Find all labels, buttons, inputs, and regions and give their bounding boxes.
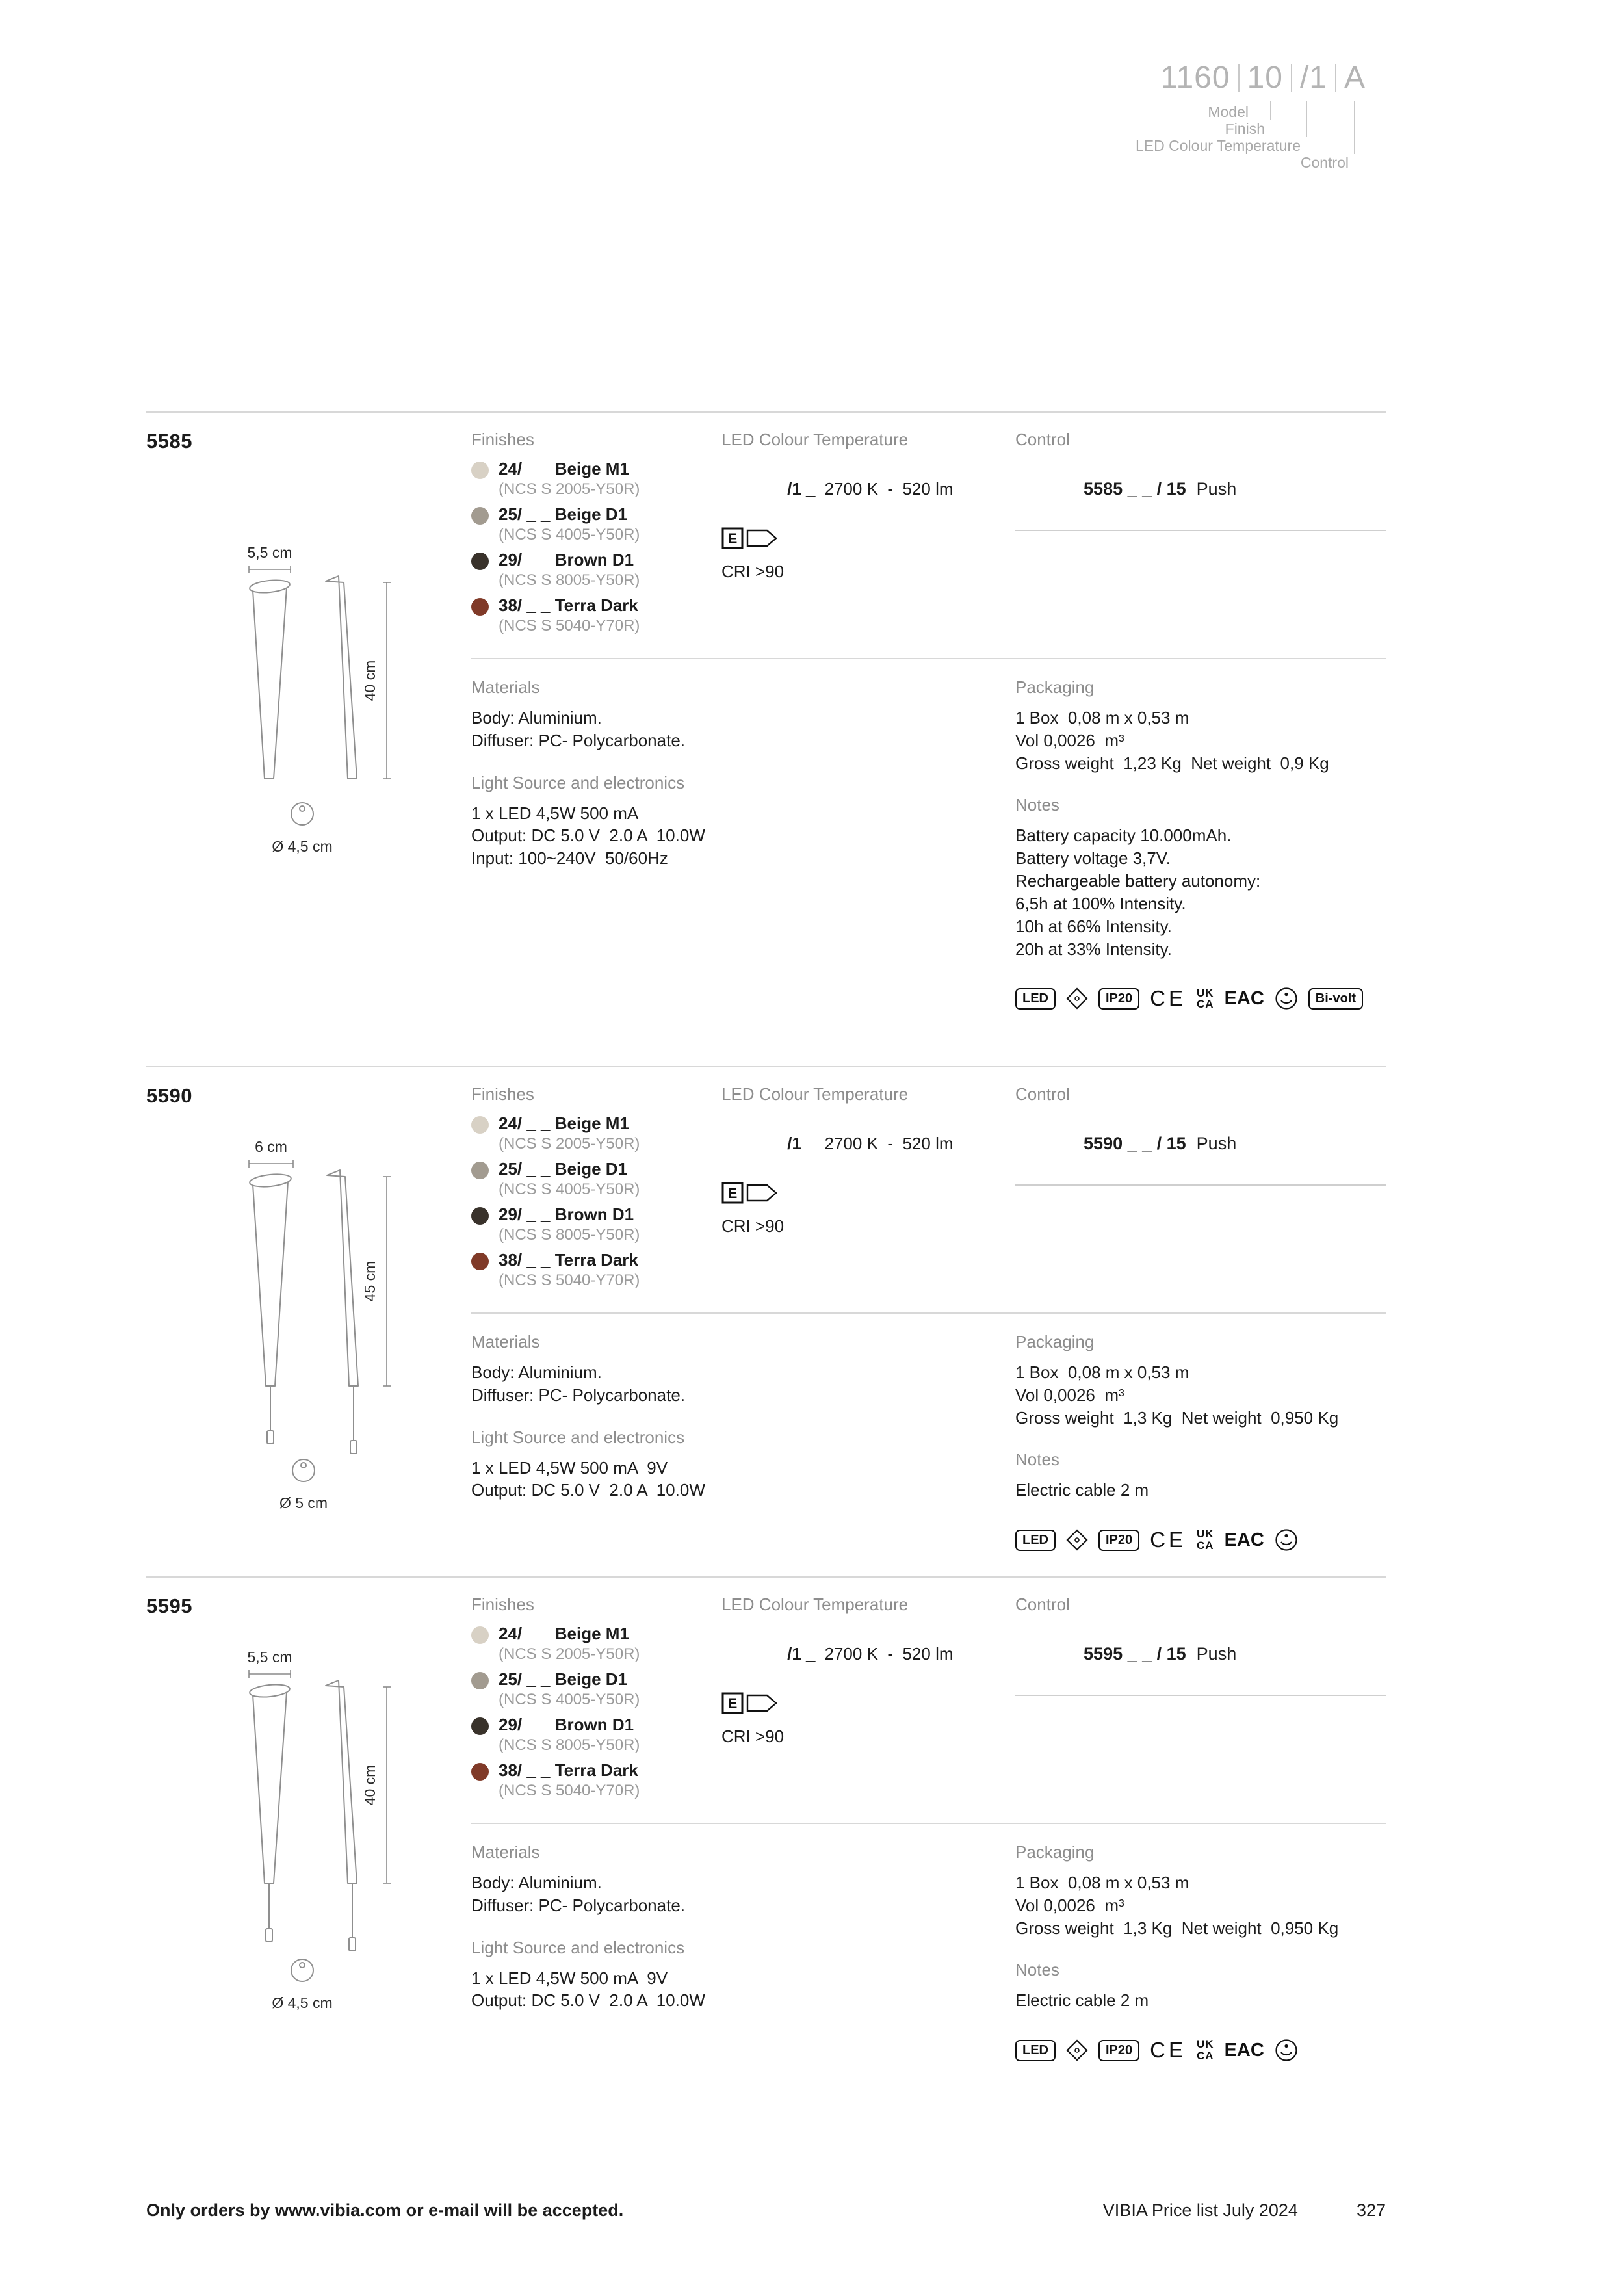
footer-order-note: Only orders by www.vibia.com or e-mail will be accepted.: [146, 2200, 624, 2220]
finish-option: [471, 1205, 721, 1244]
height-dimension-label: 40 cm: [361, 660, 378, 701]
finish-option: [471, 1250, 721, 1290]
ukca-mark: UK CA: [1197, 986, 1214, 1011]
control-spec: [1015, 459, 1386, 519]
finishes-header: Finishes: [471, 430, 534, 449]
notes-header: Notes: [1015, 795, 1059, 815]
led-code: /1 _: [787, 479, 816, 499]
finish-label: 24/ _ _ Beige M1: [499, 1114, 629, 1133]
light-source-header: Light Source and electronics: [471, 1937, 685, 1957]
control-type: Push: [1196, 479, 1237, 499]
finish-ncs-code: (NCS S 4005-Y50R): [499, 526, 640, 543]
product-number: 5595: [146, 1595, 192, 1617]
diameter-dimension-label: Ø 4,5 cm: [272, 838, 333, 855]
materials-line: Body: Aluminium.: [471, 1873, 602, 1892]
finish-ncs-code: (NCS S 5040-Y70R): [499, 1782, 640, 1799]
finish-swatch: [471, 507, 489, 525]
materials-line: Diffuser: PC- Polycarbonate.: [471, 730, 685, 750]
diamond-icon: [1066, 987, 1088, 1010]
certification-badges: [1015, 1528, 1386, 1552]
control-spec: [1015, 1114, 1386, 1174]
packaging-header: Packaging: [1015, 1842, 1095, 1862]
materials-line: Body: Aluminium.: [471, 708, 602, 727]
finishes-header: Finishes: [471, 1084, 534, 1104]
finish-ncs-code: (NCS S 5040-Y70R): [499, 1272, 640, 1289]
finish-option: [471, 504, 721, 544]
finish-option: [471, 550, 721, 590]
control-underline: [1015, 1695, 1386, 1696]
width-dimension-label: 6 cm: [255, 1138, 287, 1155]
finish-label: 29/ _ _ Brown D1: [499, 1205, 634, 1224]
notes-line: Battery capacity 10.000mAh.: [1015, 826, 1232, 846]
model-code-finish: 10: [1247, 60, 1283, 95]
packaging-line: 1 Box 0,08 m x 0,53 m: [1015, 1363, 1189, 1382]
diameter-dimension-label: Ø 4,5 cm: [272, 1994, 333, 2011]
cri-value: CRI >90: [721, 562, 785, 581]
notes-line: 6,5h at 100% Intensity.: [1015, 893, 1186, 913]
ce-mark: CE: [1150, 1528, 1186, 1552]
finish-option: [471, 595, 721, 635]
finish-ncs-code: (NCS S 4005-Y50R): [499, 1691, 640, 1708]
control-header: Control: [1015, 430, 1070, 449]
control-spec: [1015, 1624, 1386, 1684]
model-code-control: A: [1344, 60, 1366, 95]
finish-swatch: [471, 1162, 489, 1179]
finish-swatch: [471, 1672, 489, 1689]
label-led-colour-temperature: LED Colour Temperature: [1136, 137, 1301, 154]
led-colour-temperature-block: [721, 1084, 1015, 1296]
led-value: 2700 K - 520 lm: [824, 1134, 954, 1153]
eac-mark: EAC: [1224, 1529, 1264, 1550]
finish-label: 25/ _ _ Beige D1: [499, 504, 627, 524]
finish-option: [471, 1669, 721, 1709]
eac-mark: EAC: [1224, 2039, 1264, 2061]
eac-mark: EAC: [1224, 987, 1264, 1009]
packaging-line: Gross weight 1,3 Kg Net weight 0,950 Kg: [1015, 1407, 1339, 1428]
triman-icon: [1275, 987, 1298, 1010]
energy-class-letter: E: [727, 1185, 738, 1201]
control-underline: [1015, 1184, 1386, 1186]
packaging-line: 1 Box 0,08 m x 0,53 m: [1015, 1873, 1189, 1892]
materials-header: Materials: [471, 677, 540, 697]
energy-class-letter: E: [727, 1695, 738, 1712]
cri-value: CRI >90: [721, 1727, 785, 1746]
finish-swatch: [471, 553, 489, 570]
notes-header: Notes: [1015, 1960, 1059, 1980]
label-model: Model: [1208, 103, 1249, 120]
packaging-line: 1 Box 0,08 m x 0,53 m: [1015, 708, 1189, 727]
finish-swatch: [471, 598, 489, 616]
led-header: LED Colour Temperature: [721, 1084, 909, 1104]
finish-label: 24/ _ _ Beige M1: [499, 1624, 629, 1643]
bivolt-badge: Bi-volt: [1308, 988, 1363, 1010]
notes-line: 10h at 66% Intensity.: [1015, 916, 1172, 936]
product-section-5585: [146, 411, 1386, 1066]
packaging-column: [1015, 677, 1386, 1011]
led-value: 2700 K - 520 lm: [824, 1644, 954, 1663]
packaging-line: Gross weight 1,23 Kg Net weight 0,9 Kg: [1015, 753, 1329, 773]
lamp-silhouettes: [249, 1680, 357, 1981]
ip20-badge: IP20: [1098, 2040, 1139, 2061]
energy-class: [721, 527, 1015, 553]
ip20-badge: IP20: [1098, 988, 1139, 1010]
finish-swatch: [471, 1763, 489, 1781]
finish-ncs-code: (NCS S 8005-Y50R): [499, 571, 640, 589]
led-badge: LED: [1015, 1530, 1056, 1551]
finish-ncs-code: (NCS S 4005-Y50R): [499, 1181, 640, 1198]
packaging-column: [1015, 1332, 1386, 1552]
light-source-line: 1 x LED 4,5W 500 mA 9V: [471, 1457, 668, 1478]
triman-icon: [1275, 1528, 1298, 1552]
finishes-block: [471, 430, 721, 641]
control-block: [1015, 1084, 1386, 1296]
finish-ncs-code: (NCS S 2005-Y50R): [499, 480, 640, 498]
led-spec: [721, 1114, 1015, 1174]
product-section-5595: [146, 1576, 1386, 2090]
materials-line: Diffuser: PC- Polycarbonate.: [471, 1385, 685, 1405]
finish-option: [471, 1114, 721, 1153]
notes-line: Rechargeable battery autonomy:: [1015, 871, 1261, 891]
led-badge: LED: [1015, 2040, 1056, 2061]
led-spec: [721, 459, 1015, 519]
finish-swatch: [471, 1207, 489, 1225]
materials-header: Materials: [471, 1842, 540, 1862]
energy-class-arrow-icon: [721, 1182, 781, 1204]
packaging-column: [1015, 1842, 1386, 2063]
light-source-line: Output: DC 5.0 V 2.0 A 10.0W: [471, 1990, 705, 2011]
page-number: 327: [1356, 2200, 1386, 2220]
notes-line: Battery voltage 3,7V.: [1015, 848, 1171, 868]
product-drawing: [192, 541, 471, 879]
led-code: /1 _: [787, 1644, 816, 1663]
light-source-line: 1 x LED 4,5W 500 mA 9V: [471, 1968, 668, 1988]
packaging-line: Vol 0,0026 m³: [1015, 1385, 1124, 1405]
led-value: 2700 K - 520 lm: [824, 479, 954, 499]
width-dimension-label: 5,5 cm: [247, 544, 292, 561]
light-source-line: Output: DC 5.0 V 2.0 A 10.0W: [471, 1480, 705, 1500]
control-code: 5585 _ _ / 15: [1084, 479, 1186, 499]
ukca-mark: UK CA: [1197, 1528, 1214, 1552]
product-drawing: [192, 1135, 471, 1519]
lamp-silhouettes: [249, 576, 357, 825]
energy-class: [721, 1182, 1015, 1207]
finish-ncs-code: (NCS S 2005-Y50R): [499, 1135, 640, 1153]
spec-columns: [471, 1595, 1386, 2063]
ip20-badge: IP20: [1098, 1530, 1139, 1551]
finish-ncs-code: (NCS S 2005-Y50R): [499, 1645, 640, 1663]
packaging-line: Vol 0,0026 m³: [1015, 730, 1124, 750]
width-dimension-label: 5,5 cm: [247, 1649, 292, 1665]
finish-label: 29/ _ _ Brown D1: [499, 1715, 634, 1734]
notes-line: Electric cable 2 m: [1015, 1480, 1149, 1500]
energy-class-letter: E: [727, 530, 738, 547]
energy-class-arrow-icon: [721, 527, 781, 549]
energy-class-arrow-icon: [721, 1692, 781, 1714]
packaging-header: Packaging: [1015, 1332, 1095, 1351]
finishes-block: [471, 1084, 721, 1296]
finish-swatch: [471, 1253, 489, 1270]
control-underline: [1015, 530, 1386, 531]
product-drawing: [192, 1645, 471, 2019]
notes-line: Electric cable 2 m: [1015, 1990, 1149, 2011]
finish-label: 25/ _ _ Beige D1: [499, 1669, 627, 1689]
led-header: LED Colour Temperature: [721, 430, 909, 449]
finish-option: [471, 1715, 721, 1755]
diamond-icon: [1066, 1529, 1088, 1551]
materials-column: [471, 1332, 1015, 1552]
finish-label: 25/ _ _ Beige D1: [499, 1159, 627, 1179]
led-spec: [721, 1624, 1015, 1684]
light-source-line: 1 x LED 4,5W 500 mA: [471, 803, 639, 823]
drawing-column: [146, 1084, 471, 1552]
spec-columns: [471, 430, 1386, 1011]
control-header: Control: [1015, 1084, 1070, 1104]
catalog-page-content: [146, 0, 1386, 2090]
led-badge: LED: [1015, 988, 1056, 1010]
packaging-line: Gross weight 1,3 Kg Net weight 0,950 Kg: [1015, 1918, 1339, 1938]
packaging-header: Packaging: [1015, 677, 1095, 697]
materials-line: Body: Aluminium.: [471, 1363, 602, 1382]
ukca-mark: UK CA: [1197, 2038, 1214, 2063]
finish-swatch: [471, 1626, 489, 1644]
spec-columns: [471, 1084, 1386, 1552]
label-finish: Finish: [1225, 120, 1265, 137]
finish-ncs-code: (NCS S 5040-Y70R): [499, 617, 640, 634]
materials-column: [471, 677, 1015, 1011]
finishes-block: [471, 1595, 721, 1806]
finish-label: 38/ _ _ Terra Dark: [499, 595, 638, 615]
ce-mark: CE: [1150, 2038, 1186, 2063]
control-code: 5590 _ _ / 15: [1084, 1134, 1186, 1153]
control-code: 5595 _ _ / 15: [1084, 1644, 1186, 1663]
notes-line: 20h at 33% Intensity.: [1015, 939, 1172, 959]
finish-option: [471, 1624, 721, 1663]
finish-swatch: [471, 1116, 489, 1134]
finishes-header: Finishes: [471, 1595, 534, 1614]
label-control: Control: [1300, 154, 1349, 171]
model-code-led: /1: [1299, 60, 1327, 95]
finish-label: 24/ _ _ Beige M1: [499, 459, 629, 478]
finish-ncs-code: (NCS S 8005-Y50R): [499, 1226, 640, 1244]
model-code-model: 1160: [1160, 60, 1230, 95]
control-header: Control: [1015, 1595, 1070, 1614]
finish-swatch: [471, 462, 489, 479]
ce-mark: CE: [1150, 986, 1186, 1011]
light-source-header: Light Source and electronics: [471, 772, 685, 792]
height-dimension-label: 45 cm: [361, 1260, 378, 1302]
finish-option: [471, 459, 721, 499]
finish-label: 38/ _ _ Terra Dark: [499, 1760, 638, 1780]
finish-swatch: [471, 1717, 489, 1735]
product-section-5590: [146, 1066, 1386, 1576]
energy-class: [721, 1692, 1015, 1717]
light-source-header: Light Source and electronics: [471, 1427, 685, 1447]
materials-column: [471, 1842, 1015, 2063]
product-number: 5585: [146, 430, 192, 452]
led-code: /1 _: [787, 1134, 816, 1153]
control-type: Push: [1196, 1644, 1237, 1663]
control-block: [1015, 430, 1386, 641]
finish-ncs-code: (NCS S 8005-Y50R): [499, 1736, 640, 1754]
packaging-line: Vol 0,0026 m³: [1015, 1895, 1124, 1915]
drawing-column: [146, 430, 471, 1011]
led-header: LED Colour Temperature: [721, 1595, 909, 1614]
triman-icon: [1275, 2039, 1298, 2062]
product-number: 5590: [146, 1084, 192, 1107]
materials-line: Diffuser: PC- Polycarbonate.: [471, 1895, 685, 1915]
light-source-line: Input: 100~240V 50/60Hz: [471, 848, 668, 868]
footer-brand-pricelist: VIBIA Price list July 2024: [1102, 2200, 1298, 2220]
certification-badges: [1015, 986, 1386, 1011]
finish-option: [471, 1760, 721, 1800]
cri-value: CRI >90: [721, 1216, 785, 1236]
finish-option: [471, 1159, 721, 1199]
finish-label: 29/ _ _ Brown D1: [499, 550, 634, 569]
led-colour-temperature-block: [721, 430, 1015, 641]
certification-badges: [1015, 2038, 1386, 2063]
control-type: Push: [1196, 1134, 1237, 1153]
diameter-dimension-label: Ø 5 cm: [279, 1494, 328, 1511]
lamp-silhouettes: [249, 1170, 358, 1481]
light-source-line: Output: DC 5.0 V 2.0 A 10.0W: [471, 826, 705, 846]
led-colour-temperature-block: [721, 1595, 1015, 1806]
notes-header: Notes: [1015, 1450, 1059, 1470]
diamond-icon: [1066, 2039, 1088, 2061]
finish-label: 38/ _ _ Terra Dark: [499, 1250, 638, 1270]
page-footer: [146, 2200, 1386, 2221]
materials-header: Materials: [471, 1332, 540, 1351]
height-dimension-label: 40 cm: [361, 1764, 378, 1806]
control-block: [1015, 1595, 1386, 1806]
drawing-column: [146, 1595, 471, 2063]
